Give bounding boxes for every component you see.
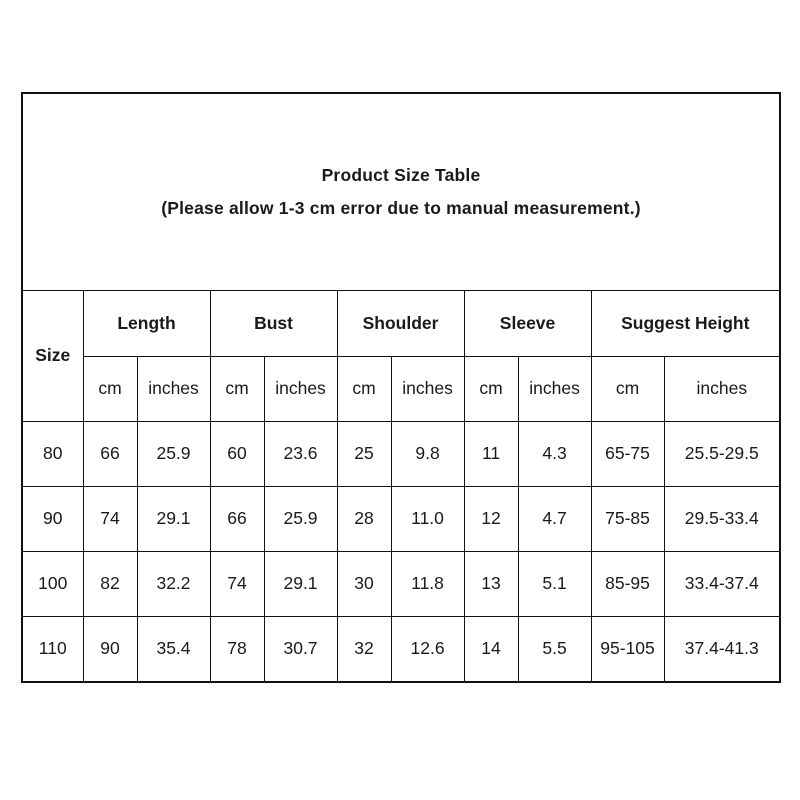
- unit-inches: inches: [264, 356, 337, 421]
- height-inches-cell: 25.5-29.5: [664, 421, 779, 486]
- size-header: Size: [23, 291, 83, 421]
- shoulder-cm-cell: 28: [337, 486, 391, 551]
- shoulder-cm-cell: 30: [337, 551, 391, 616]
- unit-inches: inches: [518, 356, 591, 421]
- sleeve-header: Sleeve: [464, 291, 591, 356]
- sleeve-inches-cell: 5.1: [518, 551, 591, 616]
- table-row: [23, 486, 779, 551]
- height-cm-cell: 75-85: [591, 486, 664, 551]
- sleeve-cm-cell: 13: [464, 551, 518, 616]
- table-row: [23, 421, 779, 486]
- sleeve-inches-cell: 4.7: [518, 486, 591, 551]
- sleeve-inches-cell: 5.5: [518, 616, 591, 681]
- suggest-height-header: Suggest Height: [591, 291, 779, 356]
- length-cm-cell: 90: [83, 616, 137, 681]
- height-inches-cell: 29.5-33.4: [664, 486, 779, 551]
- sleeve-cm-cell: 12: [464, 486, 518, 551]
- sleeve-cm-cell: 14: [464, 616, 518, 681]
- shoulder-inches-cell: 9.8: [391, 421, 464, 486]
- table-title: Product Size Table: [321, 165, 481, 185]
- height-cm-cell: 85-95: [591, 551, 664, 616]
- header-row-groups: [23, 291, 779, 356]
- unit-cm: cm: [210, 356, 264, 421]
- shoulder-inches-cell: 12.6: [391, 616, 464, 681]
- length-cm-cell: 74: [83, 486, 137, 551]
- size-cell: 100: [23, 551, 83, 616]
- bust-header: Bust: [210, 291, 337, 356]
- unit-inches: inches: [137, 356, 210, 421]
- height-cm-cell: 65-75: [591, 421, 664, 486]
- unit-cm: cm: [591, 356, 664, 421]
- length-cm-cell: 66: [83, 421, 137, 486]
- shoulder-cm-cell: 32: [337, 616, 391, 681]
- unit-cm: cm: [83, 356, 137, 421]
- bust-inches-cell: 29.1: [264, 551, 337, 616]
- bust-cm-cell: 60: [210, 421, 264, 486]
- unit-inches: inches: [391, 356, 464, 421]
- size-table-frame: [21, 92, 781, 683]
- bust-cm-cell: 66: [210, 486, 264, 551]
- size-cell: 110: [23, 616, 83, 681]
- shoulder-cm-cell: 25: [337, 421, 391, 486]
- table-subtitle: (Please allow 1-3 cm error due to manual measurement.): [161, 198, 641, 218]
- size-table: [23, 291, 779, 681]
- sleeve-cm-cell: 11: [464, 421, 518, 486]
- sleeve-inches-cell: 4.3: [518, 421, 591, 486]
- length-inches-cell: 32.2: [137, 551, 210, 616]
- bust-cm-cell: 74: [210, 551, 264, 616]
- height-cm-cell: 95-105: [591, 616, 664, 681]
- title-block: [23, 94, 779, 291]
- length-inches-cell: 25.9: [137, 421, 210, 486]
- size-cell: 90: [23, 486, 83, 551]
- unit-cm: cm: [464, 356, 518, 421]
- shoulder-inches-cell: 11.0: [391, 486, 464, 551]
- height-inches-cell: 33.4-37.4: [664, 551, 779, 616]
- height-inches-cell: 37.4-41.3: [664, 616, 779, 681]
- size-cell: 80: [23, 421, 83, 486]
- length-inches-cell: 29.1: [137, 486, 210, 551]
- bust-inches-cell: 25.9: [264, 486, 337, 551]
- length-cm-cell: 82: [83, 551, 137, 616]
- unit-cm: cm: [337, 356, 391, 421]
- shoulder-header: Shoulder: [337, 291, 464, 356]
- header-row-units: [23, 356, 779, 421]
- bust-inches-cell: 30.7: [264, 616, 337, 681]
- shoulder-inches-cell: 11.8: [391, 551, 464, 616]
- table-row: [23, 551, 779, 616]
- unit-inches: inches: [664, 356, 779, 421]
- bust-cm-cell: 78: [210, 616, 264, 681]
- bust-inches-cell: 23.6: [264, 421, 337, 486]
- length-inches-cell: 35.4: [137, 616, 210, 681]
- table-row: [23, 616, 779, 681]
- length-header: Length: [83, 291, 210, 356]
